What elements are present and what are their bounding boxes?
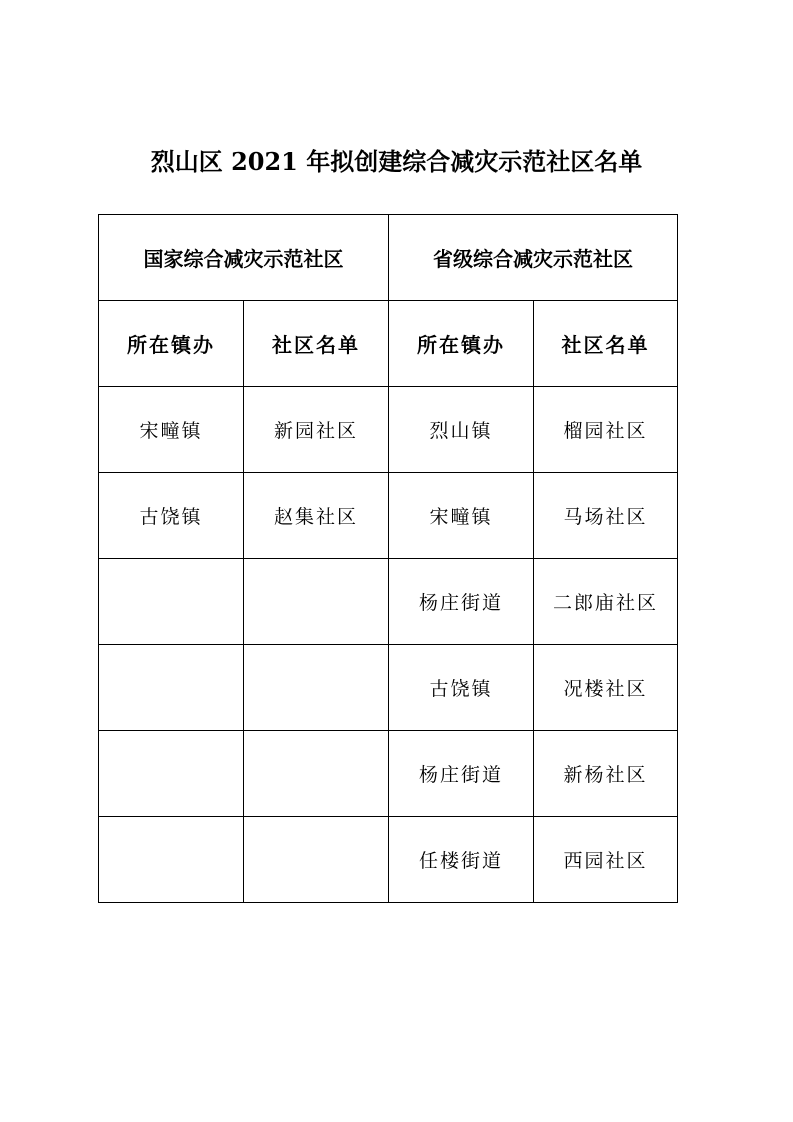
provincial-community-cell: 西园社区	[534, 817, 678, 903]
table-row	[99, 559, 678, 645]
community-roster-table	[98, 214, 678, 903]
national-town-cell	[99, 817, 244, 903]
provincial-town-cell: 杨庄街道	[389, 559, 534, 645]
provincial-community-cell: 马场社区	[534, 473, 678, 559]
provincial-town-header: 所在镇办	[389, 301, 534, 387]
national-community-cell	[244, 731, 389, 817]
table-row	[99, 731, 678, 817]
provincial-group-header: 省级综合减灾示范社区	[389, 215, 678, 301]
table-row	[99, 817, 678, 903]
table-row	[99, 473, 678, 559]
national-town-header: 所在镇办	[99, 301, 244, 387]
national-town-cell	[99, 645, 244, 731]
provincial-community-header: 社区名单	[534, 301, 678, 387]
national-community-cell	[244, 817, 389, 903]
provincial-community-cell: 新杨社区	[534, 731, 678, 817]
document-title: 烈山区 2021 年拟创建综合减灾示范社区名单	[150, 147, 643, 176]
table-row	[99, 645, 678, 731]
provincial-community-cell: 榴园社区	[534, 387, 678, 473]
national-community-cell	[244, 559, 389, 645]
provincial-community-cell: 二郎庙社区	[534, 559, 678, 645]
group-header-row	[99, 215, 678, 301]
provincial-town-cell: 宋疃镇	[389, 473, 534, 559]
provincial-town-cell: 任楼街道	[389, 817, 534, 903]
provincial-town-cell: 烈山镇	[389, 387, 534, 473]
national-community-cell	[244, 645, 389, 731]
national-town-cell: 宋疃镇	[99, 387, 244, 473]
national-community-header: 社区名单	[244, 301, 389, 387]
national-town-cell: 古饶镇	[99, 473, 244, 559]
national-community-cell: 赵集社区	[244, 473, 389, 559]
national-town-cell	[99, 559, 244, 645]
provincial-town-cell: 杨庄街道	[389, 731, 534, 817]
national-group-header: 国家综合减灾示范社区	[99, 215, 389, 301]
national-town-cell	[99, 731, 244, 817]
national-community-cell: 新园社区	[244, 387, 389, 473]
column-header-row	[99, 301, 678, 387]
table-row	[99, 387, 678, 473]
provincial-town-cell: 古饶镇	[389, 645, 534, 731]
provincial-community-cell: 况楼社区	[534, 645, 678, 731]
